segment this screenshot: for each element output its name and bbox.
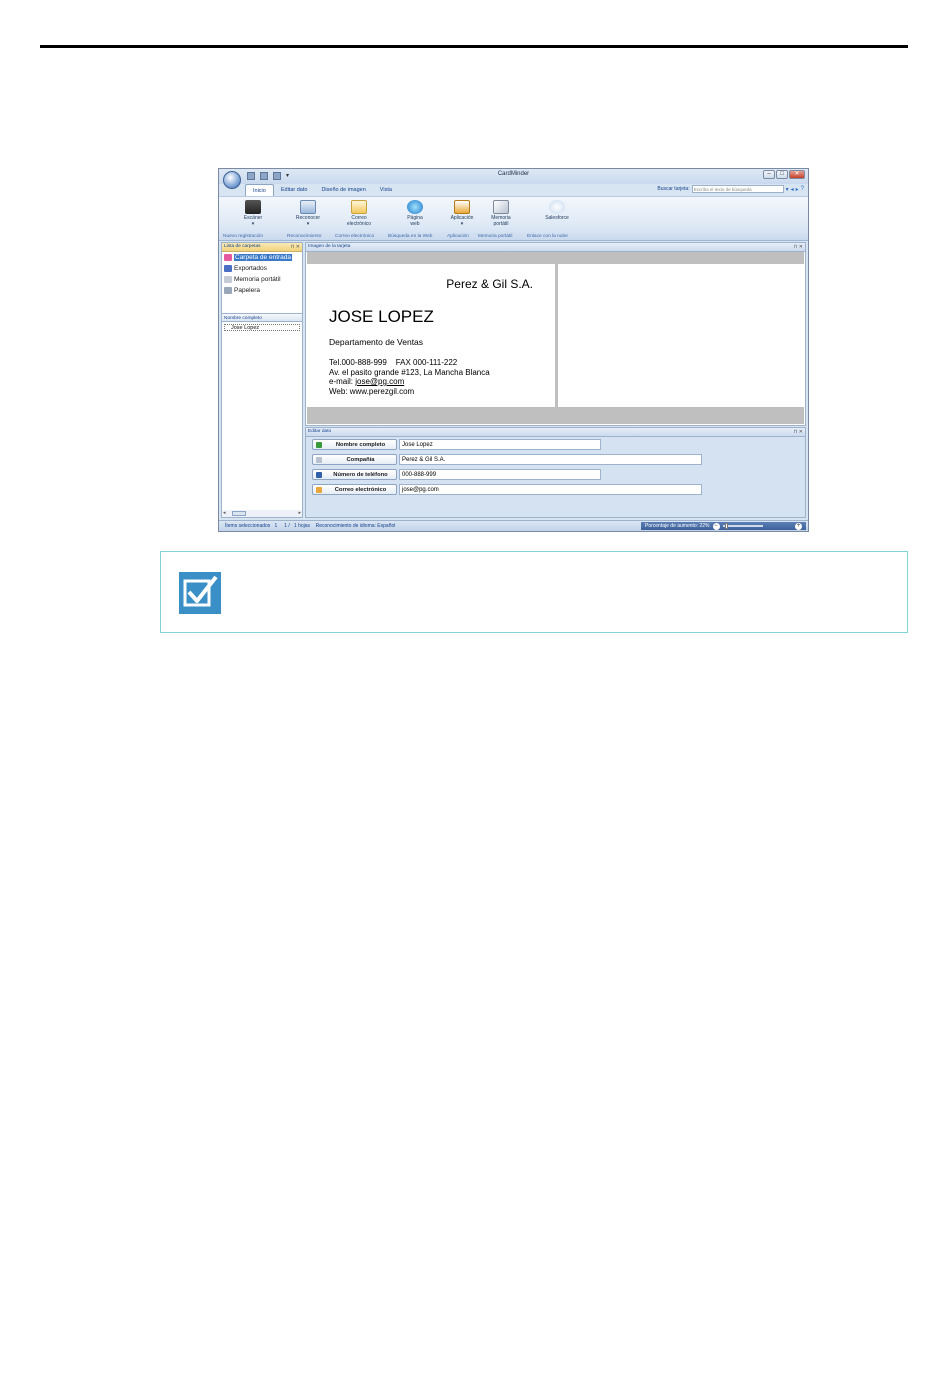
search-input[interactable]: Escriba el texto de búsqueda — [692, 185, 784, 193]
email-label-button[interactable] — [312, 484, 397, 495]
minimize-button[interactable]: – — [763, 170, 775, 179]
envelope-icon — [351, 200, 367, 214]
card-phone-line: Tel.000-888-999 FAX 000-111-222 — [329, 358, 458, 367]
scanner-sub: ▾ — [251, 220, 255, 227]
zoom-label: Porcentaje de aumento: 22% — [645, 523, 710, 529]
edit-data-pane — [305, 427, 806, 518]
full-name-field[interactable]: Jose Lopez — [399, 439, 601, 450]
folder-pane — [221, 242, 303, 518]
search-label: Buscar tarjeta: — [657, 186, 690, 192]
pane-close-icon[interactable]: ⊓ ✕ — [290, 244, 300, 250]
scanner-icon — [245, 200, 261, 214]
building-icon — [316, 457, 322, 463]
group-label-web: Búsqueda en la Web — [388, 234, 433, 239]
field-label: Correo electrónico — [334, 486, 387, 493]
folder-item-label: Memoria portátil — [234, 276, 281, 283]
card-web-line: Web: www.perezgil.com — [329, 386, 415, 396]
application-orb[interactable] — [223, 171, 241, 189]
exported-folder-icon — [224, 265, 232, 272]
top-rule — [40, 45, 908, 48]
tab-diseno-imagen[interactable]: Diseño de imagen — [321, 187, 366, 193]
card-email-line — [329, 377, 490, 387]
field-label: Nombre completo — [335, 441, 386, 448]
tab-inicio[interactable]: Inicio — [245, 184, 274, 196]
person-icon — [316, 442, 322, 448]
card-back-image[interactable] — [558, 264, 804, 407]
name-list-header[interactable]: Nombre completo — [222, 313, 302, 322]
application-sub: ▾ — [460, 220, 464, 227]
note-box — [160, 551, 908, 633]
usb-drive-icon — [493, 200, 509, 214]
field-row-company — [312, 454, 702, 465]
portable-memory-label: Memoria — [491, 215, 511, 221]
search-area — [657, 184, 804, 194]
zoom-slider-thumb[interactable] — [725, 523, 728, 529]
scroll-right-icon[interactable]: ▸ — [298, 510, 301, 516]
scanner-label: Escáner — [243, 215, 263, 221]
portable-memory-button[interactable] — [481, 200, 521, 227]
status-text: Ítems seleccionados 1 1 / 1 hojas Reconocimiento de idioma: Español — [225, 523, 396, 529]
folder-pane-title: Lista de carpetas — [224, 244, 261, 249]
web-page-label: Página — [407, 215, 423, 221]
help-icon[interactable]: ? — [800, 186, 804, 192]
search-prev-icon[interactable]: ◂ — [790, 186, 794, 193]
zoom-control — [641, 522, 806, 530]
folder-item-label: Carpeta de entrada — [235, 254, 292, 261]
tab-editar-dato[interactable]: Editar dato — [280, 187, 308, 193]
folder-item-label: Exportados — [234, 265, 267, 272]
tab-vista[interactable]: Vista — [379, 187, 392, 193]
scroll-left-icon[interactable]: ◂ — [223, 510, 226, 516]
horizontal-scrollbar[interactable] — [222, 510, 302, 517]
card-pane-header — [306, 243, 805, 252]
group-label-cloud: Enlace con la nube — [527, 234, 568, 239]
card-address-line: Av. el pasito grande #123, La Mancha Blanca — [329, 367, 490, 377]
pane-close-icon[interactable]: ⊓ ✕ — [793, 429, 803, 435]
salesforce-label: Salesforce — [545, 215, 569, 221]
pane-close-icon[interactable]: ⊓ ✕ — [793, 244, 803, 250]
envelope-icon — [316, 487, 322, 493]
field-label: Compañía — [346, 456, 375, 463]
folder-item-portable-memory[interactable] — [222, 274, 302, 285]
group-label-email: Correo electrónico — [335, 234, 375, 239]
group-label-new: Nuevo registración — [223, 234, 263, 239]
phone-label-button[interactable] — [312, 469, 397, 480]
phone-icon — [316, 472, 322, 478]
search-dropdown-icon[interactable]: ▾ — [785, 186, 789, 193]
group-label-memory: Memoria portátil — [478, 234, 513, 239]
email-button[interactable] — [339, 200, 379, 227]
folder-item-label: Papelera — [234, 287, 261, 294]
zoom-in-button[interactable]: + — [796, 522, 801, 529]
card-image-pane — [305, 242, 806, 426]
scanner-button[interactable] — [233, 200, 273, 227]
customize-qat-dropdown[interactable]: ▾ — [286, 173, 290, 179]
usb-drive-icon — [224, 276, 232, 283]
card-contact-block — [329, 358, 490, 396]
folder-item-exported[interactable] — [222, 263, 302, 274]
field-row-phone — [312, 469, 601, 480]
recognize-button[interactable] — [288, 200, 328, 227]
field-row-email — [312, 484, 702, 495]
globe-icon — [407, 200, 423, 214]
card-front-image[interactable] — [307, 264, 555, 407]
folder-pane-header — [222, 243, 302, 252]
name-list-row[interactable]: Jose Lopez — [224, 324, 300, 331]
maximize-button[interactable]: □ — [776, 170, 788, 179]
window-controls — [763, 170, 805, 179]
web-page-button[interactable] — [395, 200, 435, 227]
portable-memory-sub: portátil — [493, 220, 509, 227]
checkmark-note-icon — [179, 572, 221, 614]
card-person-name: JOSE LOPEZ — [329, 307, 434, 326]
recognize-sub: ▾ — [306, 220, 310, 227]
salesforce-button[interactable] — [537, 200, 577, 222]
card-company: Perez & Gil S.A. — [446, 277, 533, 291]
edit-pane-title: Editar dato — [308, 429, 332, 434]
phone-field[interactable]: 000-888-999 — [399, 469, 601, 480]
card-department: Departamento de Ventas — [329, 337, 424, 347]
cardminder-window — [218, 168, 809, 532]
card-email-prefix: e-mail: — [329, 377, 356, 386]
search-next-icon[interactable]: ▸ — [795, 186, 799, 193]
card-image-area — [307, 252, 804, 424]
email-field[interactable]: jose@pg.com — [399, 484, 702, 495]
card-email-link: jose@pg.com — [355, 377, 405, 386]
ribbon-tabs — [245, 184, 399, 196]
folder-item-trash[interactable] — [222, 285, 302, 296]
folder-item-inbox[interactable] — [222, 252, 302, 263]
title-bar — [219, 169, 808, 184]
edit-pane-header — [306, 428, 805, 437]
field-label: Número de teléfono — [333, 471, 388, 478]
application-icon — [454, 200, 470, 214]
status-bar — [219, 520, 808, 531]
application-label: Aplicación — [450, 215, 474, 221]
cloud-icon — [549, 200, 565, 214]
group-label-recognition: Reconocimiento — [287, 234, 322, 239]
scroll-thumb[interactable] — [232, 511, 246, 516]
field-row-full-name — [312, 439, 601, 450]
recognize-icon — [300, 200, 316, 214]
web-page-sub: web — [410, 220, 420, 227]
close-button[interactable]: ✕ — [789, 170, 805, 179]
recognize-label: Reconocer — [295, 215, 321, 221]
ribbon — [219, 196, 808, 241]
company-label-button[interactable] — [312, 454, 397, 465]
inbox-folder-icon — [224, 254, 232, 261]
trash-icon — [224, 287, 232, 294]
email-sub: electrónico — [346, 220, 372, 227]
zoom-slider[interactable] — [723, 525, 763, 527]
card-pane-title: Imagen de la tarjeta — [308, 244, 351, 249]
group-label-application: Aplicación — [447, 234, 469, 239]
application-button[interactable] — [442, 200, 482, 227]
email-label: Correo — [351, 215, 367, 221]
company-field[interactable]: Perez & Gil S.A. — [399, 454, 702, 465]
window-title: CardMinder — [497, 171, 530, 177]
zoom-out-button[interactable]: − — [714, 522, 718, 529]
full-name-label-button[interactable] — [312, 439, 397, 450]
